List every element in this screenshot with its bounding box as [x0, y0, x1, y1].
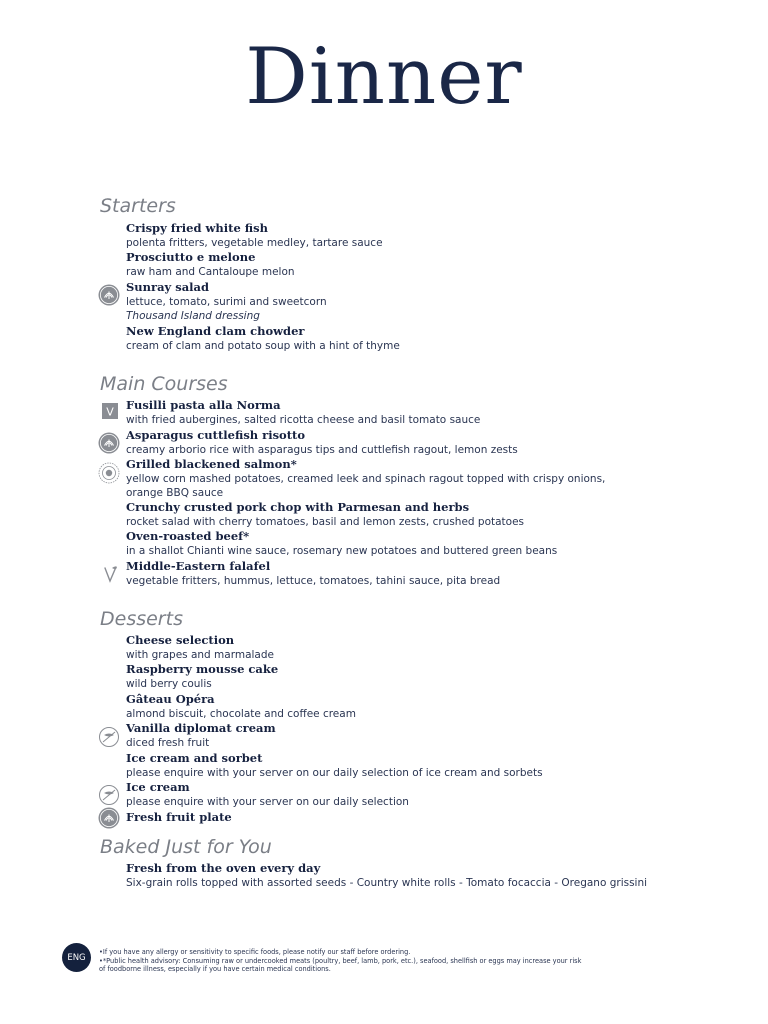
item-name: Ice cream	[126, 780, 190, 794]
item-name: Gâteau Opéra	[126, 692, 215, 706]
item-description: please enquire with your server on our daily selection of ice cream and sorbets	[126, 767, 543, 779]
footnote-health-advisory: •*Public health advisory: Consuming raw or undercooked meats (poultry, beef, lamb, pork, etc.), seafood, shellfish or eggs may increase your risk	[99, 956, 582, 965]
vegan-icon	[103, 564, 119, 584]
menu-item	[126, 721, 276, 750]
item-name: Crunchy crusted pork chop with Parmesan and herbs	[126, 500, 470, 514]
item-description: cream of clam and potato soup with a hint of thyme	[126, 340, 400, 352]
menu-item	[126, 324, 400, 353]
section-heading-desserts: Desserts	[100, 608, 183, 630]
item-name: Raspberry mousse cake	[126, 662, 279, 676]
menu-item	[126, 457, 605, 500]
menu-item	[126, 692, 356, 721]
menu-title: Dinner	[245, 32, 523, 122]
item-description: raw ham and Cantaloupe melon	[126, 266, 295, 278]
menu-item	[126, 529, 557, 558]
item-name: New England clam chowder	[126, 324, 305, 338]
item-name: Prosciutto e melone	[126, 250, 256, 264]
section-heading-starters: Starters	[100, 195, 176, 217]
footnote-health-advisory-continued: of foodborne illness, especially if you have certain medical conditions.	[99, 965, 331, 974]
item-description: in a shallot Chianti wine sauce, rosemary new potatoes and buttered green beans	[126, 545, 558, 557]
item-name: Vanilla diplomat cream	[126, 721, 276, 735]
item-description: Six-grain rolls topped with assorted seeds - Country white rolls - Tomato focaccia - Oregano grissini	[126, 877, 648, 889]
item-note: Thousand Island dressing	[126, 310, 260, 322]
language-badge[interactable]: ENG	[62, 943, 91, 972]
menu-item	[126, 633, 274, 662]
menu-item	[126, 221, 383, 250]
item-description-continued: orange BBQ sauce	[126, 487, 224, 499]
healthy-choice-icon	[98, 284, 120, 306]
menu-item	[126, 250, 295, 279]
seal-icon	[98, 462, 120, 484]
no-sugar-added-icon	[98, 726, 120, 748]
menu-item	[126, 500, 524, 529]
section-heading-baked: Baked Just for You	[100, 836, 272, 858]
item-name: Grilled blackened salmon*	[126, 457, 297, 471]
item-name: Ice cream and sorbet	[126, 751, 263, 765]
footnote-allergy: •If you have any allergy or sensitivity to specific foods, please notify our staff before ordering.	[99, 948, 411, 956]
item-description: creamy arborio rice with asparagus tips and cuttlefish ragout, lemon zests	[126, 444, 518, 456]
item-description: please enquire with your server on our daily selection	[126, 796, 409, 808]
menu-item	[126, 428, 518, 457]
item-description: rocket salad with cherry tomatoes, basil and lemon zests, crushed potatoes	[126, 516, 525, 528]
item-description: yellow corn mashed potatoes, creamed leek and spinach ragout topped with crispy onions,	[126, 473, 606, 485]
no-sugar-added-icon	[98, 784, 120, 806]
item-name: Oven-roasted beef*	[126, 529, 250, 543]
item-name: Fusilli pasta alla Norma	[126, 398, 281, 412]
item-name: Asparagus cuttlefish risotto	[126, 428, 306, 442]
item-name: Middle-Eastern falafel	[126, 559, 271, 573]
menu-item	[126, 780, 409, 809]
item-description: polenta fritters, vegetable medley, tartare sauce	[126, 237, 383, 249]
footnotes	[99, 948, 581, 974]
menu-item	[126, 280, 327, 323]
item-name: Cheese selection	[126, 633, 235, 647]
menu-item	[126, 751, 543, 780]
item-description: lettuce, tomato, surimi and sweetcorn	[126, 296, 327, 308]
menu-item	[126, 810, 232, 825]
menu-item	[126, 398, 480, 427]
item-description: wild berry coulis	[126, 678, 212, 690]
item-name: Sunray salad	[126, 280, 210, 294]
item-description: almond biscuit, chocolate and coffee cream	[126, 708, 356, 720]
menu-item	[126, 559, 500, 588]
menu-item	[126, 861, 647, 890]
item-description: diced fresh fruit	[126, 737, 210, 749]
section-heading-main-courses: Main Courses	[100, 373, 228, 395]
svg-text:V: V	[106, 405, 114, 419]
healthy-choice-icon	[98, 807, 120, 829]
healthy-choice-icon	[98, 432, 120, 454]
item-description: with fried aubergines, salted ricotta cheese and basil tomato sauce	[126, 414, 481, 426]
menu-item	[126, 662, 278, 691]
item-description: vegetable fritters, hummus, lettuce, tomatoes, tahini sauce, pita bread	[126, 575, 501, 587]
item-name: Fresh from the oven every day	[126, 861, 321, 875]
item-description: with grapes and marmalade	[126, 649, 274, 661]
item-name: Crispy fried white fish	[126, 221, 268, 235]
vegetarian-icon	[102, 403, 118, 419]
item-name: Fresh fruit plate	[126, 810, 232, 824]
